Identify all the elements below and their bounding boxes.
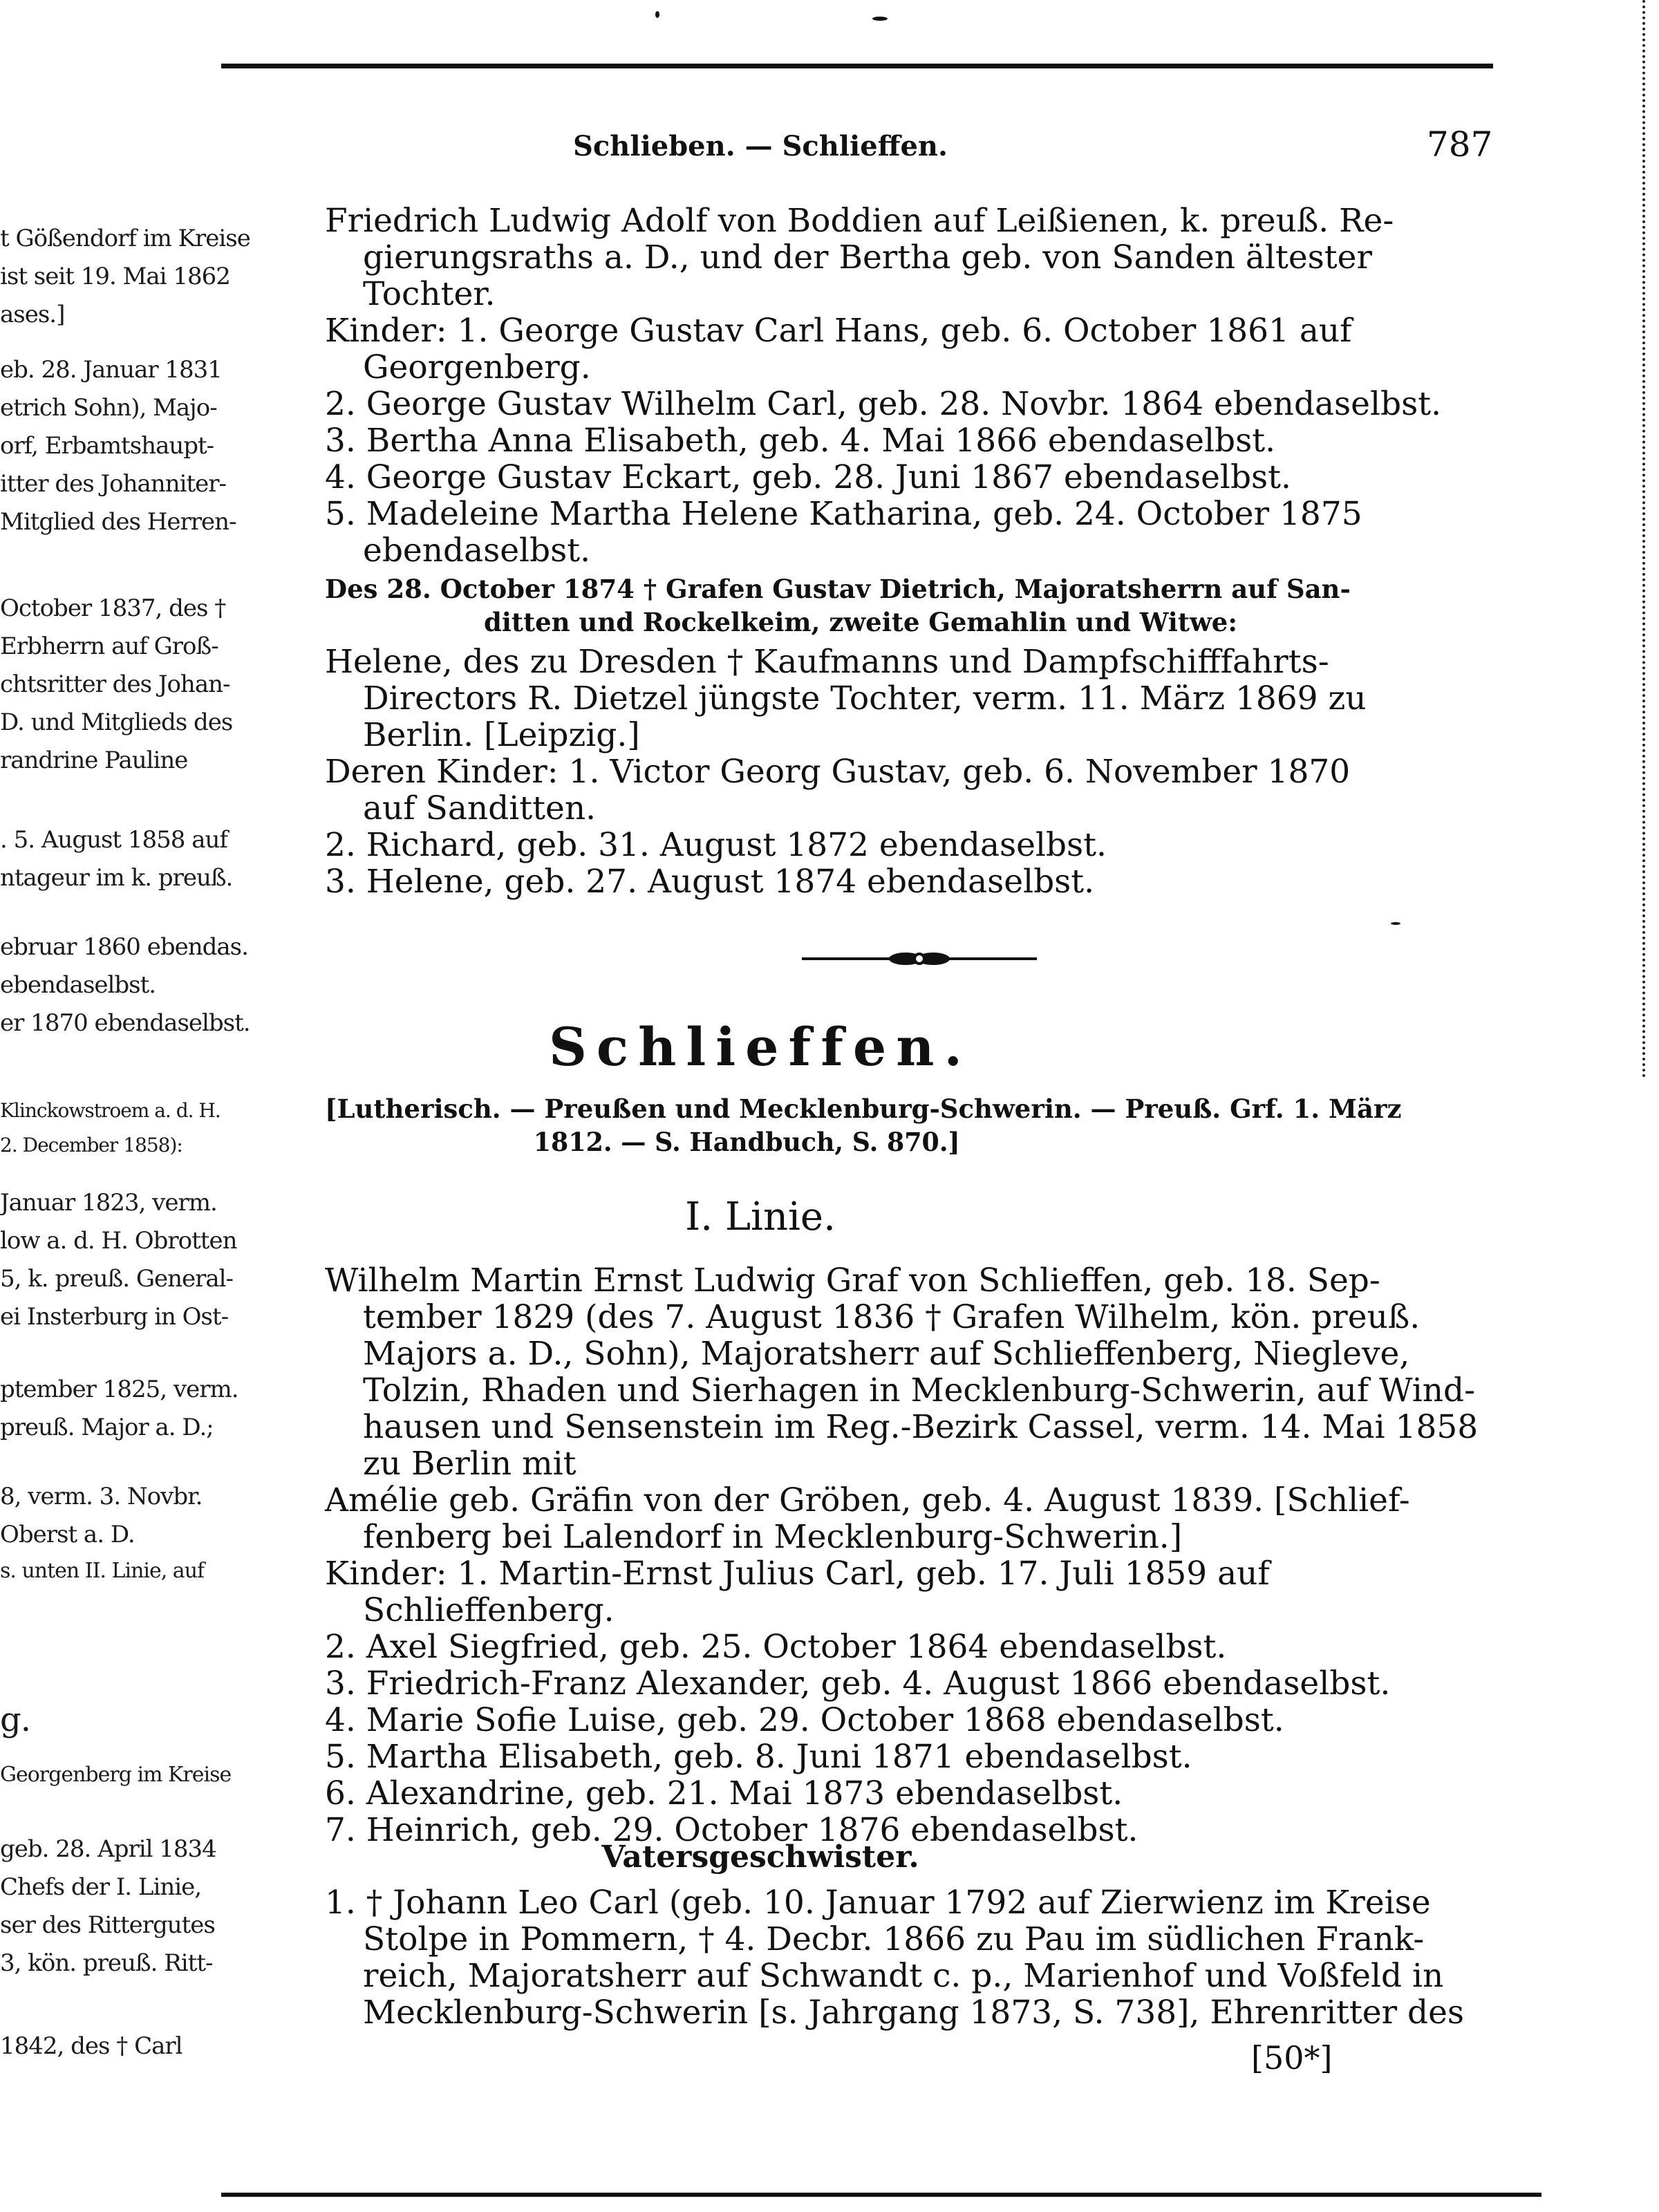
facing-fragment: ntageur im k. preuß. (0, 864, 233, 892)
facing-fragment: 3, kön. preuß. Ritt- (0, 1949, 213, 1977)
widow-intro: Des 28. October 1874 † Grafen Gustav Dietrich, Majoratsherrn auf San- (325, 574, 1351, 604)
children-line: Deren Kinder: 1. Victor Georg Gustav, geb. 6. November 1870 (325, 753, 1351, 791)
text-line: Majors a. D., Sohn), Majoratsherr auf Schlieffenberg, Niegleve, (363, 1335, 1410, 1373)
head-entry: Wilhelm Martin Ernst Ludwig Graf von Schlieffen, geb. 18. Sep- (325, 1262, 1380, 1300)
facing-fragment: 5, k. preuß. General- (0, 1265, 234, 1293)
facing-fragment: geb. 28. April 1834 (0, 1835, 216, 1863)
facing-fragment: 1842, des † Carl (0, 2032, 182, 2060)
child-entry: 2. Richard, geb. 31. August 1872 ebendaselbst. (325, 826, 1107, 864)
ornament-divider (802, 948, 1037, 969)
child-entry: 2. Axel Siegfried, geb. 25. October 1864 ebendaselbst. (325, 1628, 1227, 1666)
facing-fragment: ebruar 1860 ebendas. (0, 933, 248, 961)
child-entry: 3. Friedrich-Franz Alexander, geb. 4. August 1866 ebendaselbst. (325, 1665, 1391, 1703)
line-heading: I. Linie. (685, 1194, 836, 1239)
page-number: 787 (1427, 124, 1493, 165)
text-line: hausen und Sensenstein im Reg.-Bezirk Cassel, verm. 14. Mai 1858 (363, 1408, 1479, 1446)
text-line: gierungsraths a. D., und der Bertha geb. von Sanden ältester (363, 238, 1372, 276)
facing-fragment: Mitglied des Herren- (0, 508, 236, 536)
facing-fragment: Erbherrn auf Groß- (0, 632, 218, 660)
child-entry: 7. Heinrich, geb. 29. October 1876 ebendaselbst. (325, 1811, 1138, 1849)
facing-fragment: Oberst a. D. (0, 1521, 135, 1548)
facing-fragment: Januar 1823, verm. (0, 1189, 217, 1217)
facing-fragment: Georgenberg im Kreise (0, 1763, 232, 1787)
child-entry: 4. Marie Sofie Luise, geb. 29. October 1868 ebendaselbst. (325, 1701, 1284, 1739)
child-entry: 3. Bertha Anna Elisabeth, geb. 4. Mai 1866 ebendaselbst. (325, 422, 1276, 460)
facing-fragment: Klinckowstroem a. d. H. (0, 1099, 221, 1122)
child-entry: 6. Alexandrine, geb. 21. Mai 1873 ebendaselbst. (325, 1774, 1123, 1812)
sub-heading: Vatersgeschwister. (601, 1839, 919, 1875)
facing-fragment: Chefs der I. Linie, (0, 1873, 202, 1901)
child-entry: 5. Martha Elisabeth, geb. 8. Juni 1871 ebendaselbst. (325, 1738, 1192, 1776)
facing-fragment: ist seit 19. Mai 1862 (0, 263, 230, 290)
facing-fragment: 2. December 1858): (0, 1134, 182, 1156)
facing-fragment: ebendaselbst. (0, 971, 156, 999)
facing-fragment: ei Insterburg in Ost- (0, 1303, 229, 1331)
text-line: tember 1829 (des 7. August 1836 † Grafen Wilhelm, kön. preuß. (363, 1298, 1421, 1336)
facing-fragment: ptember 1825, verm. (0, 1376, 238, 1403)
text-line: Mecklenburg-Schwerin [s. Jahrgang 1873, S. 738], Ehrenritter des (363, 1994, 1464, 2032)
signature-mark: [50*] (1251, 2039, 1333, 2077)
text-line: Berlin. [Leipzig.] (363, 716, 640, 754)
widow-intro: ditten und Rockelkeim, zweite Gemahlin und Witwe: (484, 607, 1238, 637)
text-line: Stolpe in Pommern, † 4. Decbr. 1866 zu Pau im südlichen Frank- (363, 1920, 1425, 1958)
text-line: Tochter. (363, 275, 496, 313)
text-line: reich, Majoratsherr auf Schwandt c. p., Marienhof und Voßfeld in (363, 1957, 1444, 1995)
spouse-entry: Amélie geb. Gräfin von der Gröben, geb. 4. August 1839. [Schlief- (325, 1481, 1410, 1519)
section-meta: 1812. — S. Handbuch, S. 870.] (533, 1127, 960, 1157)
child-entry: 3. Helene, geb. 27. August 1874 ebendaselbst. (325, 863, 1095, 901)
facing-fragment: ser des Rittergutes (0, 1911, 215, 1939)
facing-fragment: ases.] (0, 301, 65, 328)
facing-fragment: low a. d. H. Obrotten (0, 1227, 237, 1255)
child-entry: 4. George Gustav Eckart, geb. 28. Juni 1867 ebendaselbst. (325, 458, 1291, 496)
text-line: Georgenberg. (363, 348, 591, 386)
text-line: ebendaselbst. (363, 532, 591, 570)
child-entry: 2. George Gustav Wilhelm Carl, geb. 28. Novbr. 1864 ebendaselbst. (325, 385, 1442, 423)
text-line: Tolzin, Rhaden und Sierhagen in Mecklenburg-Schwerin, auf Wind- (363, 1371, 1475, 1409)
facing-fragment: 8, verm. 3. Novbr. (0, 1483, 203, 1510)
text-line: Schlieffenberg. (363, 1591, 615, 1629)
section-title: Schlieffen. (549, 1016, 972, 1078)
text-line: Directors R. Dietzel jüngste Tochter, verm. 11. März 1869 zu (363, 679, 1367, 718)
text-line: fenberg bei Lalendorf in Mecklenburg-Schwerin.] (363, 1518, 1183, 1556)
section-meta: [Lutherisch. — Preußen und Mecklenburg-Schwerin. — Preuß. Grf. 1. März (325, 1094, 1402, 1124)
facing-fragment: chtsritter des Johan- (0, 671, 230, 698)
facing-fragment: . 5. August 1858 auf (0, 826, 227, 854)
text-line: zu Berlin mit (363, 1445, 577, 1483)
facing-fragment: D. und Mitglieds des (0, 709, 233, 736)
running-head: Schlieben. — Schlieffen. (573, 130, 948, 162)
children-line: Kinder: 1. Martin-Ernst Julius Carl, geb. 17. Juli 1859 auf (325, 1555, 1270, 1593)
facing-fragment: etrich Sohn), Majo- (0, 394, 217, 422)
facing-fragment: preuß. Major a. D.; (0, 1414, 214, 1441)
facing-fragment: randrine Pauline (0, 747, 188, 774)
facing-fragment: October 1837, des † (0, 594, 226, 622)
widow-entry: Helene, des zu Dresden † Kaufmanns und Dampfschifffahrts- (325, 643, 1329, 681)
children-line: Kinder: 1. George Gustav Carl Hans, geb. 6. October 1861 auf (325, 312, 1352, 350)
facing-fragment: t Gößendorf im Kreise (0, 225, 250, 252)
facing-fragment: itter des Johanniter- (0, 470, 226, 498)
facing-fragment: g. (0, 1700, 30, 1739)
text-line: auf Sanditten. (363, 789, 597, 827)
facing-fragment: orf, Erbamtshaupt- (0, 432, 214, 460)
facing-fragment: er 1870 ebendaselbst. (0, 1009, 250, 1037)
facing-fragment: eb. 28. Januar 1831 (0, 356, 222, 384)
facing-fragment: s. unten II. Linie, auf (0, 1559, 205, 1583)
text-line: Friedrich Ludwig Adolf von Boddien auf Leißienen, k. preuß. Re- (325, 202, 1394, 240)
child-entry: 5. Madeleine Martha Helene Katharina, geb. 24. October 1875 (325, 495, 1362, 533)
sibling-entry: 1. † Johann Leo Carl (geb. 10. Januar 1792 auf Zierwienz im Kreise (325, 1884, 1431, 1922)
